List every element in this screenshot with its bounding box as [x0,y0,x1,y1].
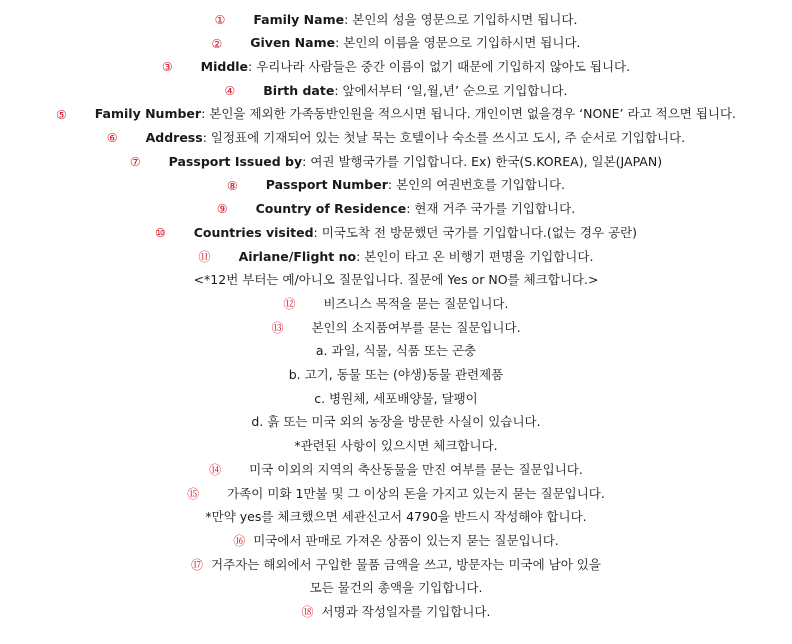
item-number: ⑥ [106,131,118,146]
item-middle [0,55,792,79]
check-note [0,435,792,459]
item-text: 가족이 미화 1만불 및 그 이상의 돈을 가지고 있는지 묻는 질문입니다. [227,485,605,501]
item-family-number [0,103,792,127]
item-livestock [0,458,792,482]
form-4790-note [0,506,792,530]
item-text: 미국에서 판매로 가져온 상품이 있는지 묻는 질문입니다. [253,532,559,548]
item-text: : 여권 발행국가를 기입합니다. Ex) 한국(S.KOREA), 일본(JAPAN) [302,153,663,169]
item-number: ⑭ [209,463,222,478]
item-text: : 본인이 타고 온 비행기 편명을 기입합니다. [356,248,594,264]
item-text: : 본인의 성을 영문으로 기입하시면 됩니다. [344,11,578,27]
item-total-value [0,553,792,577]
item-text: : 본인의 이름을 영문으로 기입하시면 됩니다. [335,35,581,51]
item-text: 거주자는 해외에서 구입한 물품 금액을 쓰고, 방문자는 미국에 남아 있을 [211,556,601,572]
item-business-purpose [0,292,792,316]
sub-item-a [0,340,792,364]
item-number: ⑤ [55,107,67,122]
item-label: Passport Number [265,177,388,193]
item-commercial-goods [0,529,792,553]
item-text: b. 고기, 동물 또는 (야생)동물 관련제품 [288,367,504,383]
item-text: 비즈니스 목적을 묻는 질문입니다. [323,295,509,311]
item-number: ⑧ [226,178,238,193]
item-label: Middle [200,58,249,74]
item-passport-number [0,174,792,198]
item-text: a. 과일, 식물, 식품 또는 곤충 [315,343,477,359]
item-text: *만약 yes를 체크했으면 세관신고서 4790을 반드시 작성해야 합니다. [205,509,587,525]
item-country-of-residence [0,198,792,222]
item-text: 본인의 소지품여부를 묻는 질문입니다. [311,319,521,335]
sub-item-b [0,364,792,388]
sub-item-c [0,387,792,411]
item-label: Birth date [263,82,335,98]
item-text: : 현재 거주 국가를 기입합니다. [406,201,576,217]
item-text: : 본인을 제외한 가족동반인원을 적으시면 됩니다. 개인이면 없을경우 ‘NONE’ 라고 적으면 됩니다. [201,106,737,122]
item-number: ⑩ [154,226,166,241]
item-currency [0,482,792,506]
item-signature [0,601,792,625]
item-number: ⑦ [129,155,141,170]
item-countries-visited [0,221,792,245]
item-label: Passport Issued by [168,153,303,169]
item-number: ② [211,36,223,51]
item-passport-issued-by [0,150,792,174]
item-label: Countries visited [193,224,314,240]
item-number: ⑪ [198,249,211,264]
item-number: ⑮ [187,486,200,501]
item-number: ④ [224,83,236,98]
item-number: ⑬ [271,320,284,335]
item-total-value-cont [0,577,792,601]
item-number: ⑱ [301,605,314,620]
item-text: c. 병원체, 세포배양물, 달팽이 [314,390,478,406]
item-label: Given Name [250,35,336,51]
item-number: ⑯ [233,534,246,549]
item-label: Country of Residence [255,201,407,217]
item-text: : 미국도착 전 방문했던 국가를 기입합니다.(없는 경우 공란) [313,224,638,240]
item-text: : 일정표에 기재되어 있는 첫날 묵는 호텔이나 숙소를 쓰시고 도시, 주 순서로 기입합니다. [202,130,686,146]
item-text: 서명과 작성일자를 기입합니다. [321,604,491,620]
item-text: 미국 이외의 지역의 축산동물을 만진 여부를 묻는 질문입니다. [249,461,583,477]
item-text: : 본인의 여권번호를 기입합니다. [387,177,565,193]
item-text: : 앞에서부터 ‘일,월,년’ 순으로 기입합니다. [334,82,568,98]
item-family-name [0,8,792,32]
item-given-name [0,32,792,56]
item-label: Address [145,130,203,146]
item-number: ③ [161,60,173,75]
item-text: d. 흙 또는 미국 외의 농장을 방문한 사실이 있습니다. [251,414,541,430]
item-label: Family Number [94,106,202,122]
item-number: ① [214,12,226,27]
item-number: ⑰ [191,557,204,572]
item-text: 모든 물건의 총액을 기입합니다. [309,580,483,596]
yes-no-section-note [0,269,792,293]
item-text: <*12번 부터는 예/아니오 질문입니다. 질문에 Yes or NO를 체크합니다.> [193,272,599,288]
item-text: *관련된 사항이 있으시면 체크합니다. [294,438,498,454]
item-label: Airlane/Flight no [238,248,357,264]
item-text: : 우리나라 사람들은 중간 이름이 없기 때문에 기입하지 않아도 됩니다. [248,58,631,74]
item-address [0,127,792,151]
item-number: ⑨ [216,202,228,217]
item-number: ⑫ [283,297,296,312]
item-flight-no [0,245,792,269]
item-label: Family Name [253,11,345,27]
item-birth-date [0,79,792,103]
sub-item-d [0,411,792,435]
item-belongings [0,316,792,340]
